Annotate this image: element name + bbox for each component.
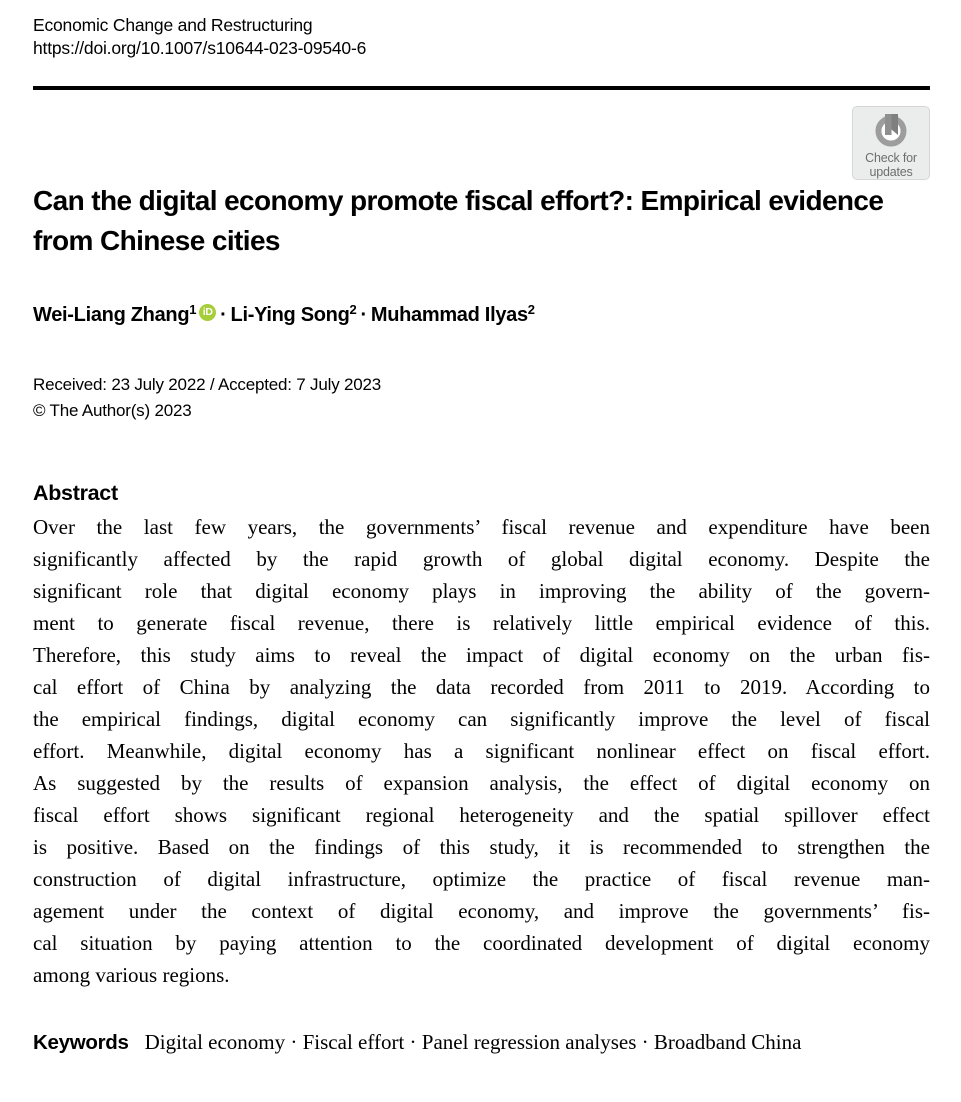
article-title: Can the digital economy promote fiscal effort?: Empirical evidence from Chinese cities (33, 184, 884, 256)
author-name: Li-Ying Song (230, 303, 350, 326)
badge-label-line1: Check for (865, 151, 917, 165)
abstract-line: Over the last few years, the governments’ fiscal revenue and expenditure have been (33, 514, 930, 539)
orcid-icon[interactable]: iD (199, 304, 216, 321)
abstract-heading: Abstract (33, 480, 118, 505)
check-for-updates-badge[interactable] (852, 106, 930, 180)
keywords-block (33, 1026, 930, 1059)
received-accepted-line: Received: 23 July 2022 / Accepted: 7 July 2023 (33, 374, 382, 394)
abstract-line: significantly affected by the rapid growth of global digital economy. Despite the (33, 546, 930, 571)
abstract-line: among various regions. (33, 962, 230, 987)
abstract-text (33, 511, 930, 991)
abstract-line: agement under the context of digital economy, and improve the governments’ fis- (33, 898, 930, 923)
author-name: Muhammad Ilyas (370, 303, 528, 326)
affiliation-superscript: 2 (527, 301, 535, 317)
abstract-line: ment to generate fiscal revenue, there is relatively little empirical evidence of this. (33, 610, 930, 635)
abstract-line: As suggested by the results of expansion analysis, the effect of digital economy on (33, 770, 930, 795)
abstract-line: cal situation by paying attention to the coordinated development of digital economy (33, 930, 930, 955)
doi-text: https://doi.org/10.1007/s10644-023-09540-6 (33, 38, 367, 58)
article-history (33, 372, 930, 424)
author-list (33, 301, 930, 329)
badge-label-line2: updates (869, 164, 913, 179)
abstract-line: significant role that digital economy plays in improving the ability of the govern- (33, 578, 930, 603)
author-name: Wei-Liang Zhang (33, 303, 190, 326)
author-separator: · (360, 303, 367, 326)
copyright-line: © The Author(s) 2023 (33, 400, 192, 420)
abstract-line: construction of digital infrastructure, optimize the practice of fiscal revenue man- (33, 866, 930, 891)
author-separator: · (220, 303, 227, 326)
keywords-label: Keywords (33, 1030, 129, 1054)
affiliation-superscript: 2 (349, 301, 357, 317)
abstract-line: the empirical findings, digital economy can significantly improve the level of fiscal (33, 706, 930, 731)
abstract-line: fiscal effort shows significant regional heterogeneity and the spatial spillover effect (33, 802, 930, 827)
keywords-text: Digital economy · Fiscal effort · Panel regression analyses · Broadband China (144, 1029, 802, 1054)
abstract-line: Therefore, this study aims to reveal the impact of digital economy on the urban fis- (33, 642, 930, 667)
journal-title: Economic Change and Restructuring (33, 15, 313, 35)
abstract-line: is positive. Based on the findings of this study, it is recommended to strengthen the (33, 834, 930, 859)
affiliation-superscript: 1 (189, 301, 197, 317)
abstract-line: cal effort of China by analyzing the data recorded from 2011 to 2019. According to (33, 674, 930, 699)
header-rule (33, 86, 930, 90)
abstract-line: effort. Meanwhile, digital economy has a significant nonlinear effect on fiscal effort. (33, 738, 930, 763)
